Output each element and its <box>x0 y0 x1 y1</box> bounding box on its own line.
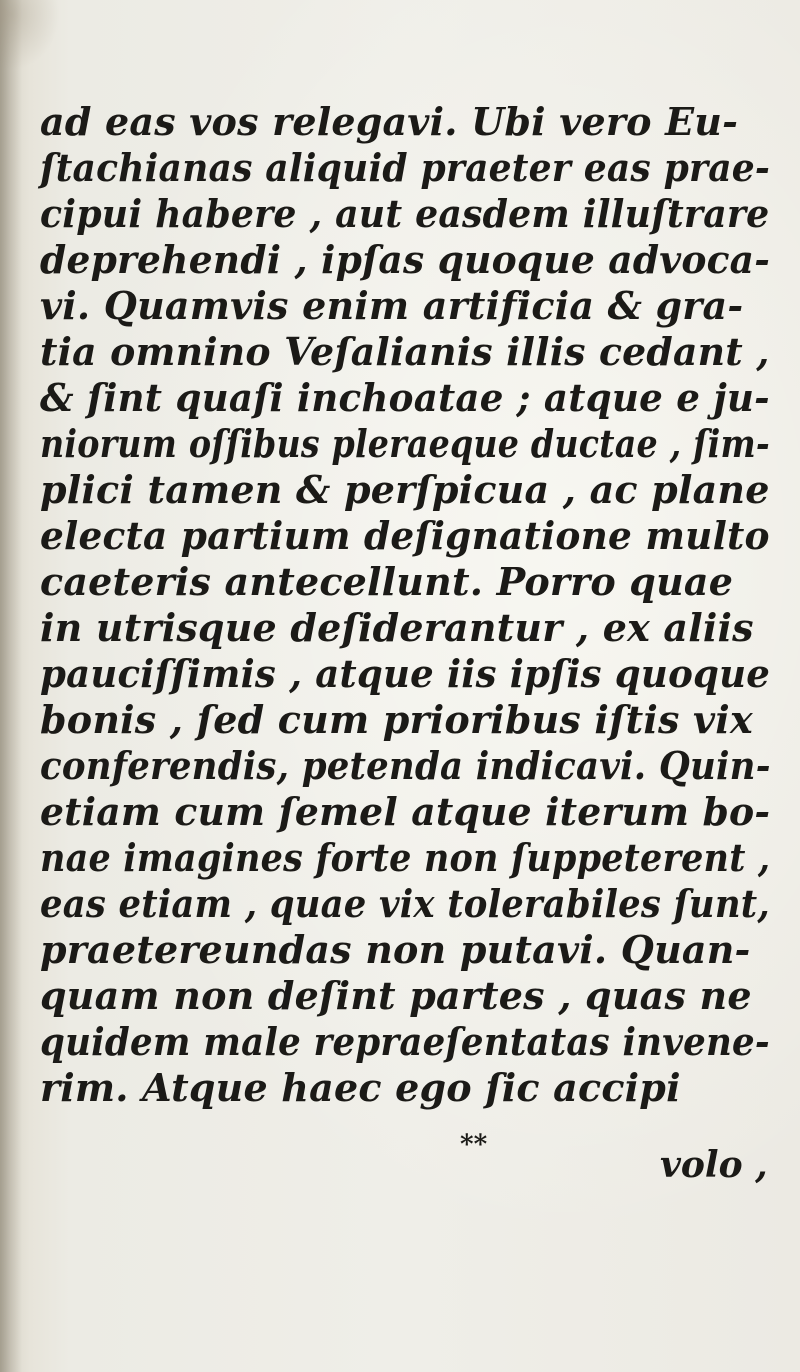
catchword: volo , <box>660 1144 768 1186</box>
binding-shadow <box>0 0 22 1372</box>
text-line: praetereundas non putavi. Quan- <box>40 927 751 972</box>
text-line: plici tamen & perſpicua , ac plane <box>40 467 770 512</box>
text-line: bonis , ſed cum prioribus iſtis vix <box>40 697 753 742</box>
text-line: conferendis, petenda indicavi. Quin- <box>40 743 771 788</box>
text-line: caeteris antecellunt. Porro quae <box>40 559 734 604</box>
text-line: quidem male repraeſentatas invene- <box>40 1019 770 1064</box>
text-line: nae imagines forte non ſuppeterent , <box>40 835 771 880</box>
text-line: deprehendi , ipſas quoque advoca- <box>40 237 771 282</box>
text-line: niorum oſſibus pleraeque ductae , ſim- <box>40 421 770 466</box>
text-line: vi. Quamvis enim artificia & gra- <box>40 283 744 328</box>
text-line: quam non deſint partes , quas ne <box>40 973 752 1018</box>
signature-mark: ** <box>460 1130 488 1160</box>
text-line: etiam cum ſemel atque iterum bo- <box>40 789 771 834</box>
paper-stain <box>0 0 60 70</box>
text-line: tia omnino Veſalianis illis cedant , <box>40 329 770 374</box>
text-line: in utrisque deſiderantur , ex aliis <box>40 605 754 650</box>
text-line: ad eas vos relegavi. Ubi vero Eu- <box>40 99 739 144</box>
text-line: cipui habere , aut easdem illuſtrare <box>40 191 770 236</box>
text-line: & ſint quaſi inchoatae ; atque e ju- <box>40 375 770 420</box>
text-line: eas etiam , quae vix tolerabiles ſunt, <box>40 881 770 926</box>
text-line: electa partium deſignatione multo <box>40 513 770 558</box>
text-line: rim. Atque haec ego ſic accipi <box>40 1065 681 1110</box>
text-line: ſtachianas aliquid praeter eas prae- <box>40 145 771 190</box>
text-line: pauciſſimis , atque iis ipſis quoque <box>40 651 771 696</box>
